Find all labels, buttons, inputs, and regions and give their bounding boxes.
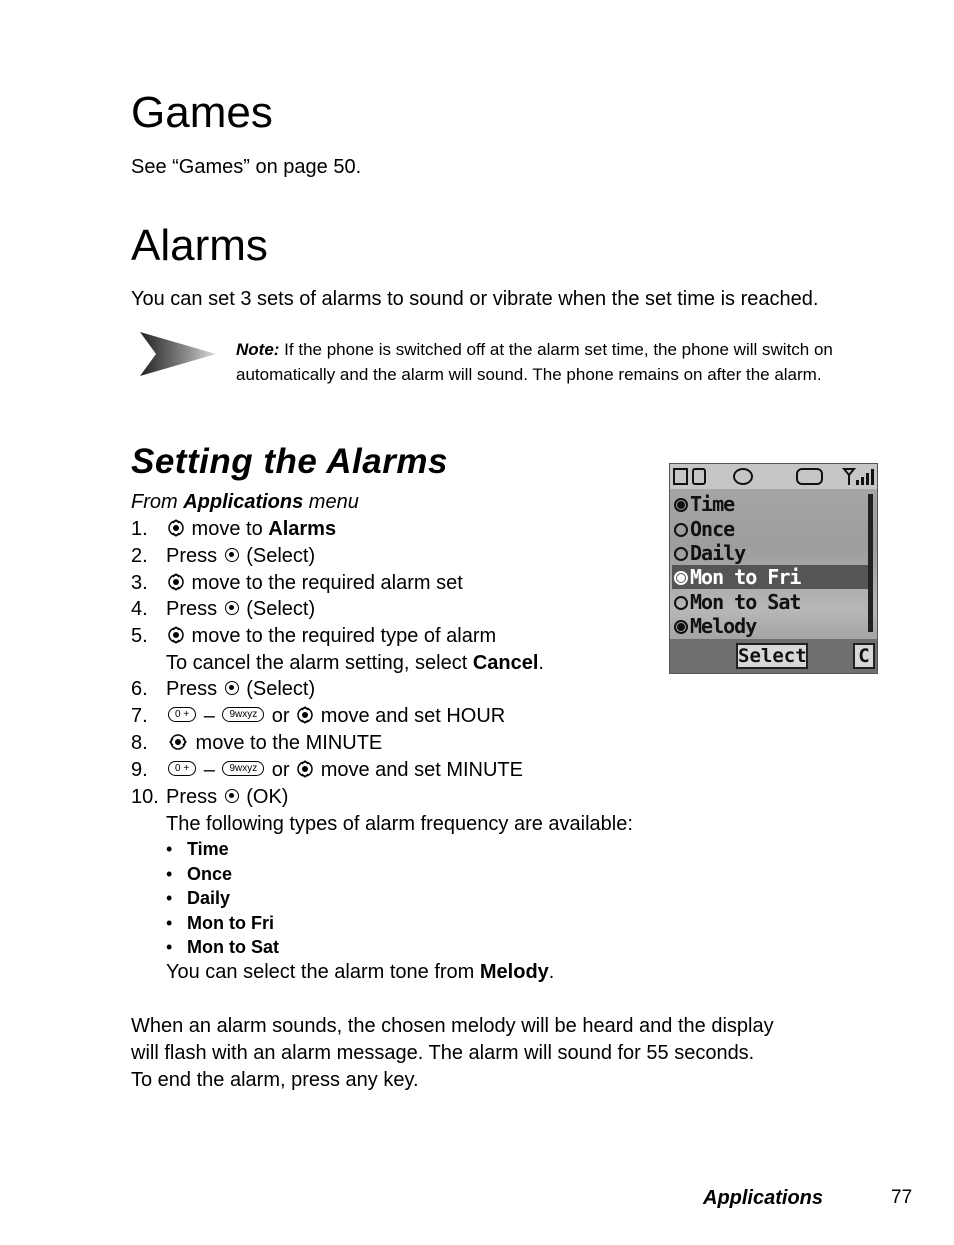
nav-up-down-icon bbox=[168, 626, 184, 644]
note-box bbox=[236, 338, 896, 387]
step-text: Press bbox=[166, 598, 223, 620]
step-8 bbox=[131, 730, 891, 757]
step-dash: – bbox=[198, 705, 221, 727]
step-text: move to the MINUTE bbox=[190, 732, 383, 754]
bullet-dot: • bbox=[166, 839, 173, 859]
step-action: (Select) bbox=[240, 598, 316, 620]
radio-filled-icon bbox=[674, 498, 688, 512]
games-reference: See “Games” on page 50. bbox=[131, 156, 362, 178]
nav-up-down-icon bbox=[168, 573, 184, 591]
games-heading: Games bbox=[131, 88, 273, 137]
frequency-item bbox=[166, 935, 279, 960]
alarm-option-mon-to-fri[interactable] bbox=[672, 565, 868, 589]
setting-alarms-heading: Setting the Alarms bbox=[131, 442, 448, 481]
step-text: move to the required type of alarm bbox=[186, 625, 497, 647]
frequency-item bbox=[166, 837, 229, 862]
soft-key-bar bbox=[670, 639, 877, 673]
closing-line: When an alarm sounds, the chosen melody will be heard and the display bbox=[131, 1015, 774, 1037]
frequency-item bbox=[166, 862, 232, 887]
cancel-word: Cancel bbox=[472, 652, 539, 674]
melody-instruction bbox=[131, 959, 891, 986]
nav-left-right-icon bbox=[168, 733, 188, 751]
page-number: 77 bbox=[891, 1187, 913, 1208]
bullet-dot: • bbox=[166, 937, 173, 957]
radio-empty-icon bbox=[674, 596, 688, 610]
step-number: 3. bbox=[131, 572, 148, 594]
bullet-dot: • bbox=[166, 864, 173, 884]
step-text: Press bbox=[166, 545, 223, 567]
bullet-dot: • bbox=[166, 888, 173, 908]
option-label: Time bbox=[690, 492, 735, 516]
melody-word: Melody bbox=[479, 961, 549, 983]
alarm-option-mon-to-sat[interactable] bbox=[672, 590, 868, 614]
closing-paragraph bbox=[131, 1013, 774, 1094]
step-or: or bbox=[266, 759, 296, 781]
frequency-intro-text: The following types of alarm frequency are available: bbox=[166, 813, 633, 835]
zero-key-icon: 0 + bbox=[168, 707, 196, 722]
step-text: move to bbox=[186, 518, 269, 540]
step-6 bbox=[131, 676, 891, 703]
step-number: 10. bbox=[131, 786, 159, 808]
frequency-item bbox=[166, 911, 274, 936]
radio-filled-icon bbox=[674, 571, 688, 585]
step-action: (Select) bbox=[240, 678, 316, 700]
step-number: 6. bbox=[131, 678, 148, 700]
option-label: Once bbox=[690, 517, 735, 541]
alarms-intro: You can set 3 sets of alarms to sound or vibrate when the set time is reached. bbox=[131, 288, 819, 310]
frequency-item bbox=[166, 886, 230, 911]
step-10 bbox=[131, 784, 891, 811]
step-number: 5. bbox=[131, 625, 148, 647]
step-number: 1. bbox=[131, 518, 148, 540]
note-label: Note: bbox=[236, 340, 280, 359]
zero-key-icon: 0 + bbox=[168, 761, 196, 776]
scrollbar[interactable] bbox=[868, 494, 873, 632]
phone-alarm-screen bbox=[669, 463, 878, 674]
step-action: (Select) bbox=[240, 545, 316, 567]
cancel-prefix: To cancel the alarm setting, select bbox=[166, 652, 473, 674]
step-7 bbox=[131, 703, 891, 730]
cancel-suffix: . bbox=[538, 652, 544, 674]
melody-suffix: . bbox=[548, 961, 555, 983]
radio-empty-icon bbox=[674, 523, 688, 537]
step-or: or bbox=[266, 705, 296, 727]
alarm-option-once[interactable] bbox=[672, 517, 868, 541]
step-text: move and set MINUTE bbox=[315, 759, 523, 781]
select-key-icon bbox=[225, 548, 239, 562]
option-label: Mon to Fri bbox=[690, 565, 801, 589]
closing-line: will flash with an alarm message. The alarm will sound for 55 seconds. bbox=[131, 1042, 755, 1064]
signal-mode-icon bbox=[692, 468, 706, 485]
radio-filled-icon bbox=[674, 620, 688, 634]
from-menu-line bbox=[131, 489, 359, 516]
frequency-label: Once bbox=[187, 864, 233, 884]
frequency-label: Time bbox=[187, 839, 229, 859]
step-action: (OK) bbox=[240, 786, 289, 808]
signal-strength-icon bbox=[842, 467, 876, 487]
step-text: Press bbox=[166, 786, 223, 808]
footer-section-label: Applications bbox=[703, 1187, 824, 1209]
frequency-label: Daily bbox=[187, 888, 231, 908]
step-text: move and set HOUR bbox=[315, 705, 506, 727]
note-arrow-icon bbox=[138, 330, 218, 378]
nine-key-icon: 9wxyz bbox=[222, 761, 264, 776]
alarm-option-time[interactable] bbox=[672, 492, 868, 516]
radio-empty-icon bbox=[674, 547, 688, 561]
step-number: 8. bbox=[131, 732, 148, 754]
nav-up-down-icon bbox=[297, 706, 313, 724]
nine-key-icon: 9wxyz bbox=[222, 707, 264, 722]
bullet-dot: • bbox=[166, 913, 173, 933]
step-target: Alarms bbox=[268, 518, 337, 540]
ringer-icon bbox=[796, 468, 823, 485]
melody-prefix: You can select the alarm tone from bbox=[166, 961, 480, 983]
select-key-icon bbox=[225, 681, 239, 695]
alarm-option-daily[interactable] bbox=[672, 541, 868, 565]
option-label: Mon to Sat bbox=[690, 590, 801, 614]
step-text: Press bbox=[166, 678, 223, 700]
step-number: 4. bbox=[131, 598, 148, 620]
option-label: Daily bbox=[690, 541, 746, 565]
note-text: If the phone is switched off at the alarm set time, the phone will switch on automatically and the alarm will sound. The phone remains on after the alarm. bbox=[236, 340, 833, 384]
message-icon bbox=[673, 468, 688, 485]
closing-line: To end the alarm, press any key. bbox=[131, 1069, 419, 1091]
option-label: Melody bbox=[690, 614, 757, 638]
select-key-icon bbox=[225, 601, 239, 615]
select-soft-button[interactable]: Select bbox=[738, 645, 807, 667]
ok-key-icon bbox=[225, 789, 239, 803]
alarm-option-melody[interactable] bbox=[672, 614, 868, 638]
step-dash: – bbox=[198, 759, 221, 781]
from-suffix: menu bbox=[303, 491, 359, 513]
from-prefix: From bbox=[131, 491, 184, 513]
step-text: move to the required alarm set bbox=[186, 572, 463, 594]
frequency-intro bbox=[131, 811, 891, 838]
from-menu-name: Applications bbox=[183, 491, 304, 513]
clear-soft-button[interactable]: C bbox=[853, 643, 875, 669]
alarm-clock-icon bbox=[733, 468, 753, 485]
nav-up-down-icon bbox=[297, 760, 313, 778]
step-number: 7. bbox=[131, 705, 148, 727]
step-number: 2. bbox=[131, 545, 148, 567]
alarms-heading: Alarms bbox=[131, 221, 268, 270]
step-number: 9. bbox=[131, 759, 148, 781]
frequency-label: Mon to Sat bbox=[187, 937, 279, 957]
status-bar bbox=[670, 464, 877, 489]
step-9 bbox=[131, 757, 891, 784]
frequency-label: Mon to Fri bbox=[187, 913, 274, 933]
nav-up-down-icon bbox=[168, 519, 184, 537]
